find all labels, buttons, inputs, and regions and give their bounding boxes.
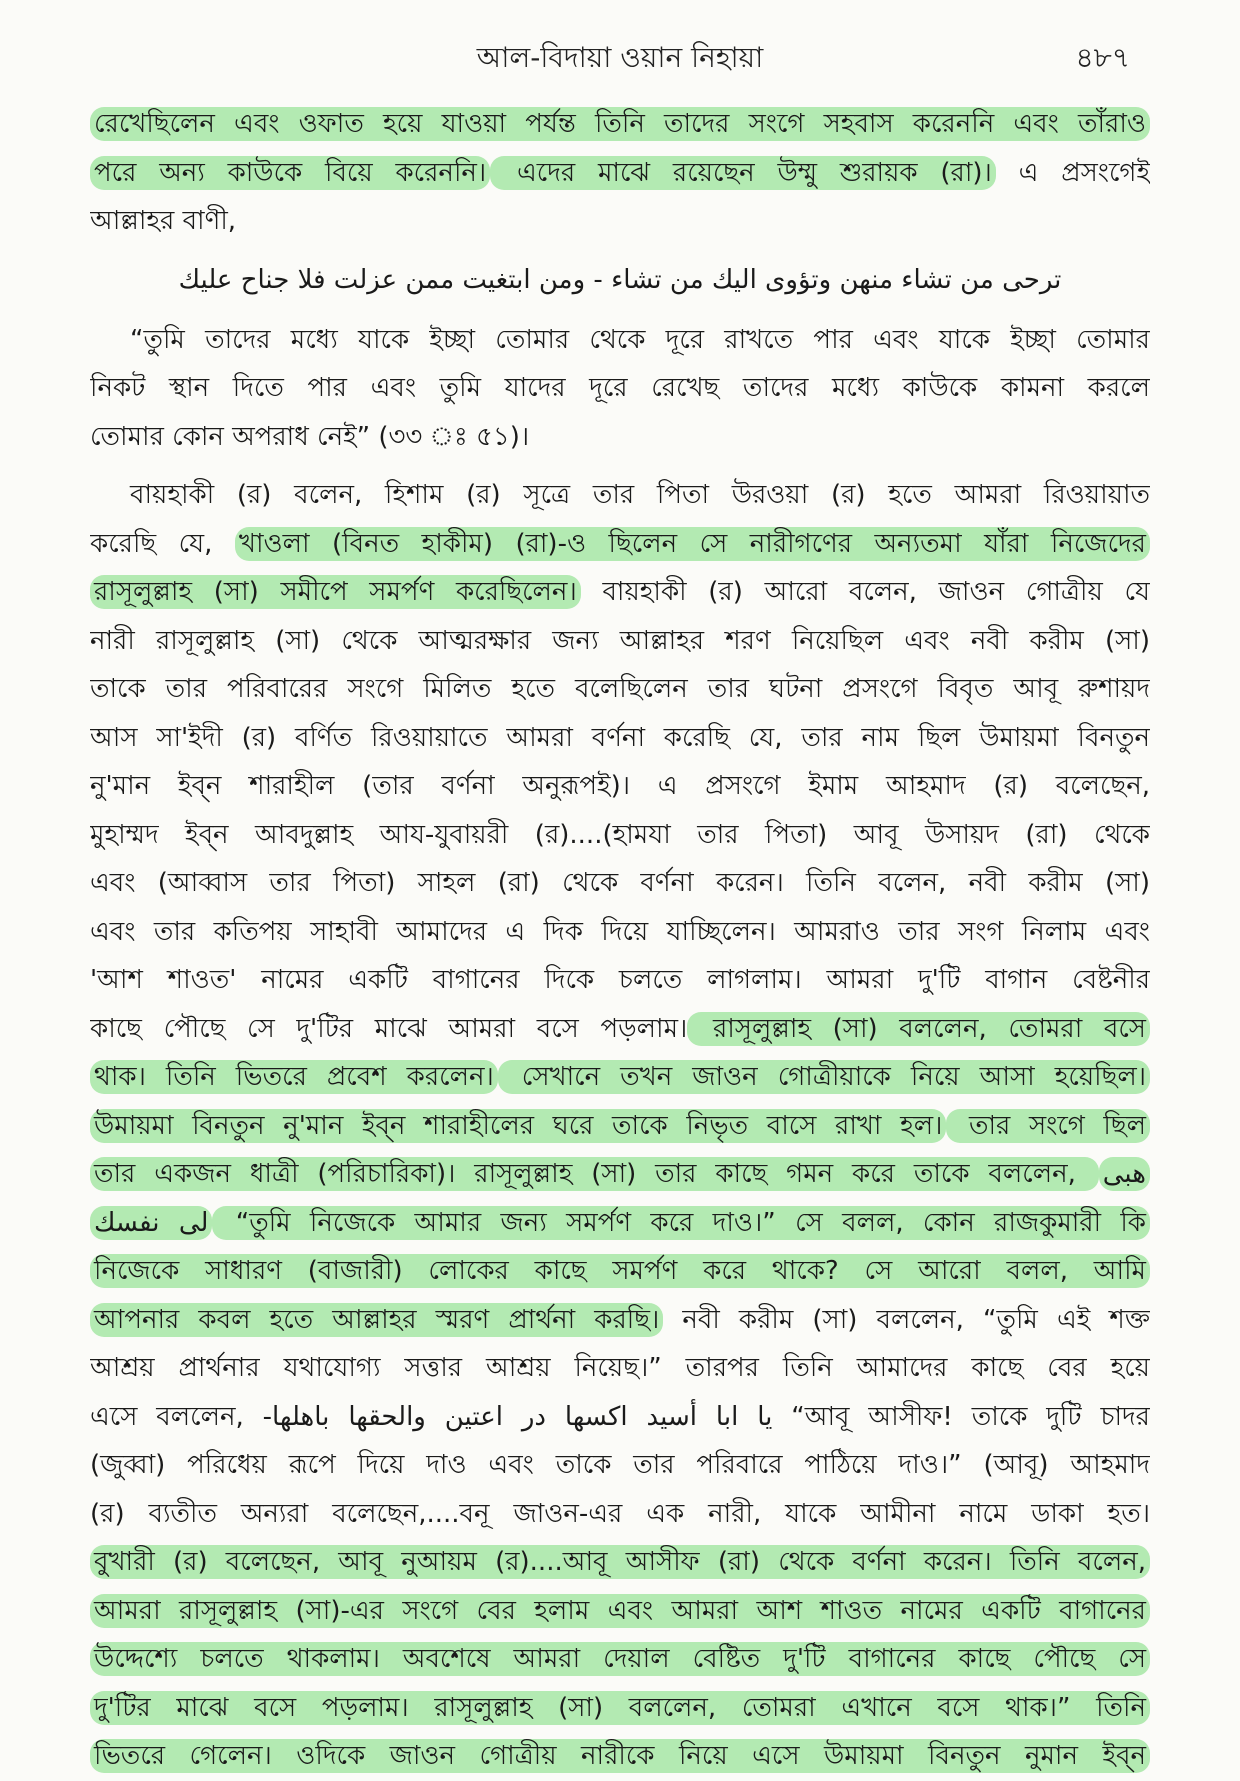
page-body	[90, 100, 1150, 1781]
arabic-inline: يا ابا أسيد اكسها در اعتين والحقها باهلها	[272, 1401, 773, 1432]
text-line: 'আশ শাওত' নামের একটি বাগানের দিকে চলতে লাগলাম। আমরা দু'টি বাগান বেষ্টনীর	[90, 965, 1150, 995]
text-line	[90, 1635, 1150, 1684]
text-line: নারী রাসূলুল্লাহ (সা) থেকে আত্মরক্ষার জন্য আল্লাহর শরণ নিয়েছিল এবং নবী করীম (সা)	[90, 625, 1150, 656]
text-line	[90, 1247, 1150, 1296]
text-line	[90, 1587, 1150, 1636]
text-line	[90, 1053, 1150, 1102]
text-line: নু'মান ইব্‌ন শারাহীল (তার বর্ণনা অনুরূপই)। এ প্রসংগে ইমাম আহমাদ (র) বলেছেন,	[90, 771, 1150, 801]
highlight: নিজেকে সাধারণ (বাজারী) লোকের কাছে সমর্পণ করে থাকে? সে আরো বলল, আমি	[90, 1254, 1150, 1288]
text-line: এবং তার কতিপয় সাহাবী আমাদের এ দিক দিয়ে যাচ্ছিলেন। আমরাও তার সংগ নিলাম এবং	[90, 916, 1150, 947]
highlight: রেখেছিলেন এবং ওফাত হয়ে যাওয়া পর্যন্ত তিনি তাদের সংগে সহবাস করেননি এবং তাঁরাও	[90, 107, 1150, 141]
highlight: এদের মাঝে রয়েছেন উম্মু শুরায়ক (রা)।	[490, 156, 996, 190]
running-title: আল-বিদায়া ওয়ান নিহায়া	[476, 41, 764, 74]
page-number: ৪৮৭	[1075, 41, 1130, 74]
highlight: তার একজন ধাত্রী (পরিচারিকা)। রাসূলুল্লাহ (সা) তার কাছে গমন করে তাকে বললেন,	[90, 1157, 1099, 1191]
highlight: উমায়মা বিনতুন নু'মান ইব্‌ন শারাহীলের ঘরে তাকে নিভৃত বাসে রাখা হল।	[90, 1109, 946, 1143]
highlight: তার সংগে ছিল	[946, 1109, 1150, 1143]
text-line: বায়হাকী (র) বলেন, হিশাম (র) সূত্রে তার পিতা উরওয়া (র) হতে আমরা রিওয়ায়াত	[130, 480, 1150, 510]
highlight: খাওলা (বিনত হাকীম) (রা)-ও ছিলেন সে নারীগণের অন্যতমা যাঁরা নিজেদের	[235, 527, 1150, 561]
highlight: থাক। তিনি ভিতরে প্রবেশ করলেন।	[90, 1060, 498, 1094]
text-line	[90, 1150, 1150, 1199]
text-line	[90, 149, 1150, 198]
text-line	[90, 100, 1150, 149]
text-line: নিকট স্থান দিতে পার এবং তুমি যাদের দূরে রেখেছ তাদের মধ্যে কাউকে কামনা করলে	[90, 373, 1150, 403]
highlight: উদ্দেশ্যে চলতে থাকলাম। অবশেষে আমরা দেয়াল বেষ্টিত দু'টি বাগানের কাছে পৌছে সে	[90, 1642, 1150, 1676]
text-line: “তুমি তাদের মধ্যে যাকে ইচ্ছা তোমার থেকে দূরে রাখতে পার এবং যাকে ইচ্ছা তোমার	[130, 324, 1150, 355]
highlight: রাসূলুল্লাহ (সা) সমীপে সমর্পণ করেছিলেন।	[90, 575, 581, 609]
text-line	[90, 1102, 1150, 1151]
text-line	[90, 1296, 1150, 1345]
text-line	[90, 1684, 1150, 1733]
highlight: রাসূলুল্লাহ (সা) বললেন, তোমরা বসে	[687, 1012, 1150, 1046]
highlight: পরে অন্য কাউকে বিয়ে করেননি।	[90, 156, 490, 190]
text-line: আশ্রয় প্রার্থনার যথাযোগ্য সত্তার আশ্রয় নিয়েছ।” তারপর তিনি আমাদের কাছে বের হয়ে	[90, 1353, 1150, 1383]
highlight: আমরা রাসূলুল্লাহ (সা)-এর সংগে বের হলাম এবং আমরা আশ শাওত নামের একটি বাগানের	[90, 1594, 1150, 1628]
text-line	[90, 520, 1150, 569]
text-span: কাছে পৌছে সে দু'টির মাঝে আমরা বসে পড়লাম।	[90, 1013, 688, 1044]
text-span: করেছি যে,	[90, 528, 235, 559]
arabic-inline: هبی	[1099, 1157, 1150, 1191]
text-span: বায়হাকী (র) আরো বলেন, জাওন গোত্রীয় যে	[580, 577, 1150, 607]
text-line	[90, 568, 1150, 617]
text-line	[90, 1393, 1150, 1442]
text-line	[90, 1199, 1150, 1248]
highlight: ভিতরে গেলেন। ওদিকে জাওন গোত্রীয় নারীকে নিয়ে এসে উমায়মা বিনতুন নুমান ইব্‌ন	[90, 1739, 1150, 1773]
text-span: “আবূ আসীফ! তাকে দুটি চাদর	[772, 1401, 1150, 1432]
highlight: বুখারী (র) বলেছেন, আবূ নুআয়ম (র)....আবূ আসীফ (রা) থেকে বর্ণনা করেন। তিনি বলেন,	[90, 1545, 1150, 1579]
text-line	[90, 1538, 1150, 1587]
text-line: আল্লাহর বাণী,	[90, 206, 237, 236]
text-line: আস সা'ইদী (র) বর্ণিত রিওয়ায়াতে আমরা বর্ণনা করেছি যে, তার নাম ছিল উমায়মা বিনতুন	[90, 722, 1150, 753]
text-line: (জুব্বা) পরিধেয় রূপে দিয়ে দাও এবং তাকে তার পরিবারে পাঠিয়ে দাও।” (আবূ) আহমাদ	[90, 1450, 1150, 1480]
text-line: (র) ব্যতীত অন্যরা বলেছেন,....বনূ জাওন-এর এক নারী, যাকে আমীনা নামে ডাকা হত।	[90, 1498, 1150, 1529]
text-line: তোমার কোন অপরাধ নেই” (৩৩ ঃ ৫১)।	[90, 421, 530, 452]
arabic-verse: ترحی من تشاء منهن وتؤوی اليك من تشاء - ومن ابتغيت ممن عزلت فلا جناح عليك	[178, 264, 1062, 295]
arabic-inline: لی نفسك	[90, 1206, 212, 1240]
text-line: তাকে তার পরিবারের সংগে মিলিত হতে বলেছিলেন তার ঘটনা প্রসংগে বিবৃত আবূ রুশায়দ	[90, 674, 1150, 704]
text-span: এসে বললেন, -	[90, 1401, 273, 1432]
highlight: “তুমি নিজেকে আমার জন্য সমর্পণ করে দাও।” সে বলল, কোন রাজকুমারী কি	[212, 1206, 1150, 1240]
text-span: এ প্রসংগেই	[995, 157, 1150, 188]
text-line	[90, 1005, 1150, 1054]
highlight: দু'টির মাঝে বসে পড়লাম। রাসূলুল্লাহ (সা) বললেন, তোমরা এখানে বসে থাক।” তিনি	[90, 1691, 1150, 1725]
page-header	[0, 30, 1240, 80]
text-line: মুহাম্মদ ইব্‌ন আবদুল্লাহ আয-যুবায়রী (র)....(হামযা তার পিতা) আবূ উসায়দ (রা) থেকে	[90, 819, 1150, 850]
text-span: নবী করীম (সা) বললেন, “তুমি এই শক্ত	[663, 1304, 1150, 1335]
text-line	[90, 1732, 1150, 1781]
text-line: এবং (আব্বাস তার পিতা) সাহল (রা) থেকে বর্ণনা করেন। তিনি বলেন, নবী করীম (সা)	[90, 868, 1150, 898]
highlight: আপনার কবল হতে আল্লাহর স্মরণ প্রার্থনা করছি।	[90, 1303, 663, 1337]
highlight: সেখানে তখন জাওন গোত্রীয়াকে নিয়ে আসা হয়েছিল।	[498, 1060, 1150, 1094]
